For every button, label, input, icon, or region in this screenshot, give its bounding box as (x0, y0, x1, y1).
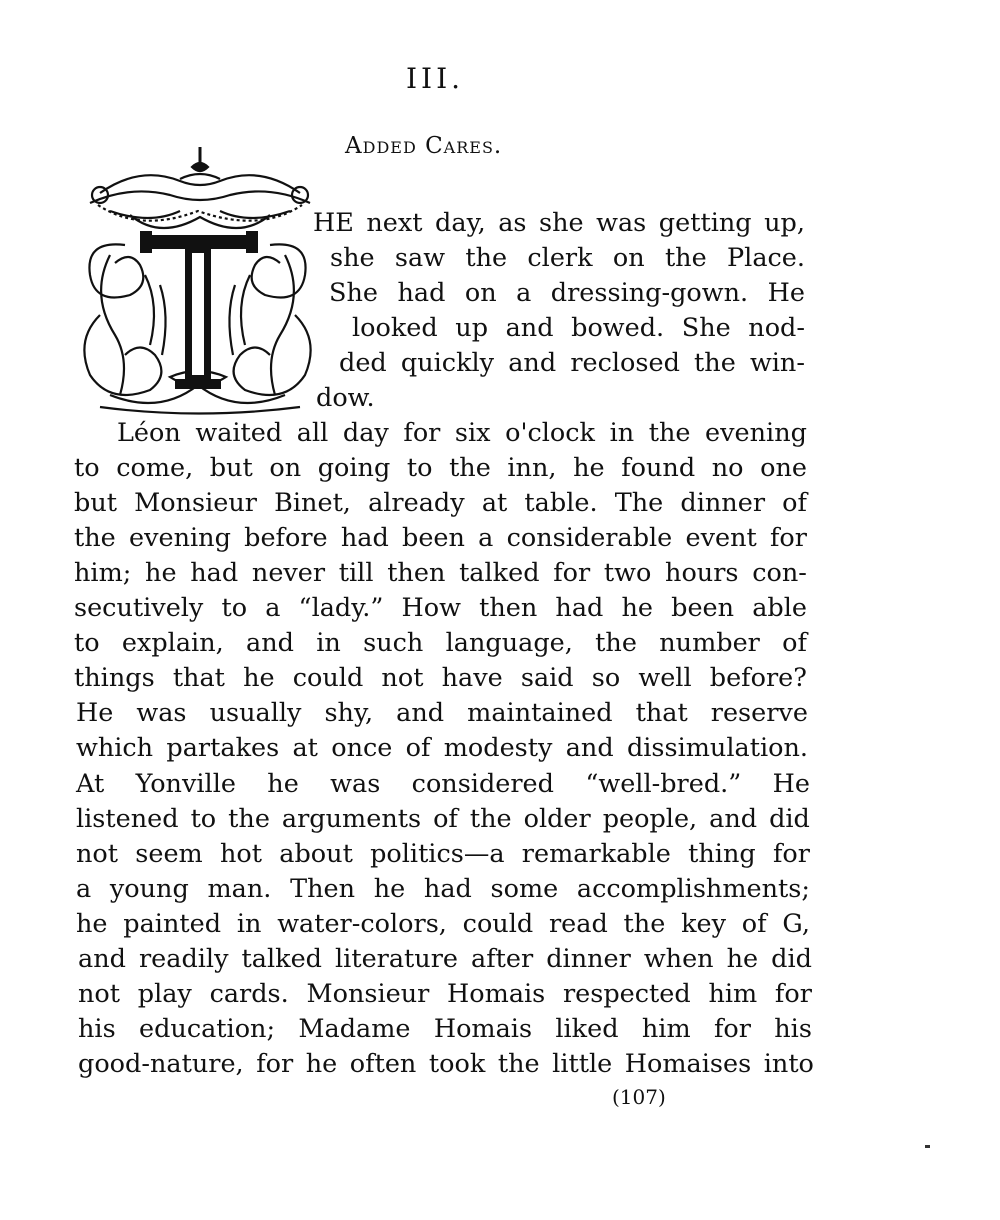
text-line: the evening before had been a considerable event for (74, 523, 807, 553)
chapter-number: III. (405, 62, 465, 95)
text-line: and readily talked literature after dinner when he did (78, 944, 812, 974)
ornamental-drop-cap-t (70, 145, 320, 415)
text-line: his education; Madame Homais liked him for his (78, 1014, 812, 1044)
text-line: a young man. Then he had some accomplishments; (76, 874, 810, 904)
text-line: He was usually shy, and maintained that reserve (76, 698, 808, 728)
page-number: (107) (612, 1085, 666, 1109)
scan-speck (925, 1145, 930, 1148)
text-line: HE next day, as she was getting up, (313, 208, 805, 238)
text-line: she saw the clerk on the Place. (330, 243, 805, 273)
text-line: but Monsieur Binet, already at table. The dinner of (74, 488, 807, 518)
text-line: ded quickly and reclosed the win- (339, 348, 805, 378)
chapter-title: Added Cares. (345, 133, 503, 159)
text-line: looked up and bowed. She nod- (352, 313, 805, 343)
text-line: not play cards. Monsieur Homais respected him for (78, 979, 812, 1009)
text-line: She had on a dressing-gown. He (329, 278, 805, 308)
text-line: things that he could not have said so well before? (74, 663, 807, 693)
text-line: At Yonville he was considered “well-bred.” He (76, 769, 810, 799)
text-line: him; he had never till then talked for two hours con- (74, 558, 807, 588)
text-line: he painted in water-colors, could read the key of G, (76, 909, 810, 939)
text-line: good-nature, for he often took the little Homaises into (78, 1049, 814, 1079)
text-line: secutively to a “lady.” How then had he been able (74, 593, 807, 623)
text-line: Léon waited all day for six o'clock in the evening (117, 418, 807, 448)
text-line: not seem hot about politics—a remarkable thing for (76, 839, 810, 869)
text-line: to come, but on going to the inn, he found no one (74, 453, 807, 483)
text-line: which partakes at once of modesty and dissimulation. (76, 733, 808, 763)
text-line: to explain, and in such language, the number of (74, 628, 807, 658)
text-line: dow. (316, 383, 375, 413)
text-line: listened to the arguments of the older people, and did (76, 804, 810, 834)
